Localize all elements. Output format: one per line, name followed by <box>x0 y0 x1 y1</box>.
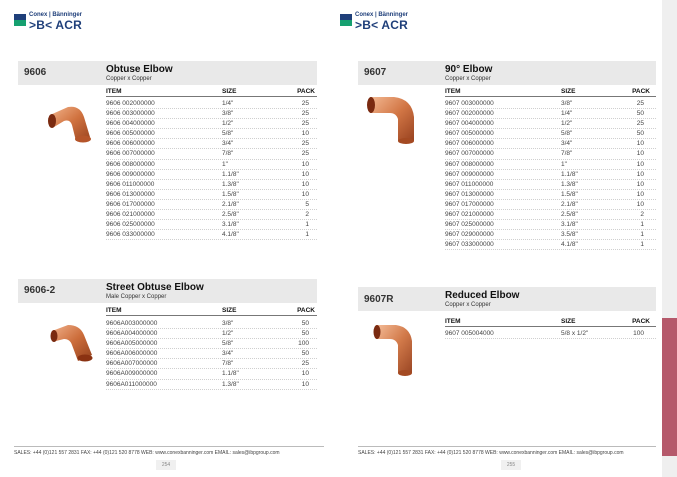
edge-tab-bottom <box>662 456 677 477</box>
section-9606-2 <box>18 279 317 409</box>
copper-reduced-elbow-image <box>370 321 416 382</box>
table-row <box>445 190 656 200</box>
item-code: 9606A005000000 <box>106 340 158 348</box>
item-code: 9606A007000000 <box>106 360 158 368</box>
product-title: Reduced Elbow <box>445 290 520 301</box>
item-size: 1.1/8" <box>561 170 578 178</box>
product-code: 9606-2 <box>24 285 56 296</box>
item-code: 9607 029000000 <box>445 231 494 239</box>
item-pack: 1 <box>305 231 309 239</box>
item-code: 9607 011000000 <box>445 180 494 188</box>
item-pack: 10 <box>636 140 644 148</box>
item-code: 9606A011000000 <box>106 380 157 388</box>
brand-line2: >B< ACR <box>355 18 408 32</box>
item-size: 5/8" <box>561 130 573 138</box>
item-pack: 25 <box>636 100 644 107</box>
item-code: 9607 008000000 <box>445 160 494 168</box>
table-row <box>445 170 656 180</box>
brand-logo <box>14 12 82 32</box>
table-row <box>106 119 317 129</box>
product-code: 9607R <box>364 294 394 305</box>
table-row <box>106 329 317 339</box>
item-pack: 10 <box>301 190 309 198</box>
item-code: 9606A004000000 <box>106 330 158 338</box>
item-code: 9607 017000000 <box>445 200 494 208</box>
item-code: 9606 008000000 <box>106 160 155 168</box>
table-row <box>106 139 317 149</box>
item-size: 4.1/8" <box>222 231 239 239</box>
item-size: 3.5/8" <box>561 231 578 239</box>
item-pack: 10 <box>636 190 644 198</box>
item-code: 9607 013000000 <box>445 190 494 198</box>
copper-street-45-elbow-image <box>48 317 98 372</box>
table-row <box>106 99 317 109</box>
item-pack: 100 <box>298 340 309 348</box>
item-size: 1/2" <box>561 120 573 128</box>
item-pack: 10 <box>301 130 309 138</box>
item-pack: 50 <box>636 110 644 118</box>
item-pack: 25 <box>636 120 644 128</box>
section-header <box>18 279 317 303</box>
footer-divider <box>14 446 324 447</box>
item-size: 7/8" <box>222 150 234 158</box>
table-row <box>445 240 656 250</box>
item-code: 9607 033000000 <box>445 241 494 249</box>
item-pack: 25 <box>301 110 309 118</box>
item-code: 9606 033000000 <box>106 231 155 239</box>
item-pack: 10 <box>301 380 309 388</box>
col-pack: PACK <box>297 307 315 314</box>
item-size: 3/8" <box>222 110 234 118</box>
item-size: 1/4" <box>222 100 234 107</box>
item-size: 3/8" <box>222 320 234 327</box>
item-pack: 2 <box>305 211 309 219</box>
product-title: Obtuse Elbow <box>106 64 173 75</box>
product-subtitle: Copper x Copper <box>445 76 491 82</box>
item-size: 3/4" <box>561 140 573 148</box>
table-row <box>445 139 656 149</box>
column-header <box>106 307 317 316</box>
rows-9607 <box>445 99 656 250</box>
rows-9606 <box>106 99 317 240</box>
copper-45-elbow-image <box>46 97 96 150</box>
col-item: ITEM <box>106 307 122 314</box>
item-pack: 25 <box>301 120 309 128</box>
page-number: 255 <box>501 460 521 470</box>
logo-mark-icon <box>340 14 352 26</box>
item-code: 9606A006000000 <box>106 350 158 358</box>
table-row <box>106 129 317 139</box>
product-subtitle: Copper x Copper <box>106 76 152 82</box>
col-pack: PACK <box>297 88 315 95</box>
item-code: 9606A009000000 <box>106 370 158 378</box>
item-code: 9606 003000000 <box>106 110 155 118</box>
column-header <box>106 88 317 97</box>
table-row <box>445 99 656 109</box>
table-row <box>445 119 656 129</box>
item-pack: 10 <box>636 200 644 208</box>
item-pack: 25 <box>301 150 309 158</box>
col-item: ITEM <box>445 88 461 95</box>
item-pack: 1 <box>640 231 644 239</box>
product-title: 90° Elbow <box>445 64 493 75</box>
table-row <box>445 329 656 339</box>
item-pack: 1 <box>640 241 644 249</box>
item-size: 3.1/8" <box>222 221 239 229</box>
table-row <box>445 200 656 210</box>
edge-tab-top <box>662 0 677 318</box>
item-size: 1.3/8" <box>222 180 239 188</box>
item-pack: 50 <box>636 130 644 138</box>
table-row <box>445 230 656 240</box>
item-code: 9606 013000000 <box>106 190 155 198</box>
item-pack: 10 <box>636 180 644 188</box>
product-subtitle: Male Copper x Copper <box>106 294 167 300</box>
item-size: 1" <box>561 160 567 168</box>
table-row <box>106 160 317 170</box>
item-code: 9607 005000000 <box>445 130 494 138</box>
item-pack: 50 <box>301 330 309 338</box>
product-title: Street Obtuse Elbow <box>106 282 204 293</box>
item-code: 9607 005004000 <box>445 330 494 337</box>
item-code: 9607 007000000 <box>445 150 494 158</box>
item-pack: 100 <box>633 330 644 337</box>
table-row <box>106 380 317 390</box>
item-code: 9606 011000000 <box>106 180 155 188</box>
table-row <box>106 109 317 119</box>
item-size: 1.1/8" <box>222 370 239 378</box>
item-pack: 50 <box>301 350 309 358</box>
brand-logo <box>340 12 408 32</box>
table-row <box>445 160 656 170</box>
item-size: 3/4" <box>222 350 234 358</box>
table-row <box>106 359 317 369</box>
product-code: 9606 <box>24 67 47 78</box>
footer-divider <box>358 446 656 447</box>
rows-9607R <box>445 329 656 339</box>
table-row <box>106 230 317 240</box>
item-pack: 1 <box>305 221 309 229</box>
section-9606 <box>18 61 317 261</box>
item-code: 9606 021000000 <box>106 211 155 219</box>
item-size: 3/4" <box>222 140 234 148</box>
item-pack: 50 <box>301 320 309 327</box>
item-code: 9606 017000000 <box>106 200 155 208</box>
page-number: 254 <box>156 460 176 470</box>
section-header <box>358 287 656 311</box>
item-pack: 25 <box>301 140 309 148</box>
item-code: 9606 025000000 <box>106 221 155 229</box>
item-size: 5/8 x 1/2" <box>561 330 589 337</box>
col-item: ITEM <box>445 318 461 325</box>
product-subtitle: Copper x Copper <box>445 302 491 308</box>
item-size: 1.3/8" <box>222 380 239 388</box>
footer-contact: SALES: +44 (0)121 557 2831 FAX: +44 (0)121 520 8778 WEB: www.conexbanninger.com EMAIL: sales@ibpgroup.com <box>358 450 624 456</box>
item-code: 9607 009000000 <box>445 170 494 178</box>
item-pack: 25 <box>301 100 309 107</box>
item-size: 2.1/8" <box>561 200 578 208</box>
item-size: 7/8" <box>222 360 234 368</box>
col-size: SIZE <box>222 307 237 314</box>
column-header <box>445 88 656 97</box>
section-9607R <box>358 287 656 397</box>
item-size: 7/8" <box>561 150 573 158</box>
item-size: 1.1/8" <box>222 170 239 178</box>
col-item: ITEM <box>106 88 122 95</box>
item-pack: 25 <box>301 360 309 368</box>
item-size: 1.3/8" <box>561 180 578 188</box>
table-row <box>106 319 317 329</box>
table-row <box>445 210 656 220</box>
item-code: 9607 006000000 <box>445 140 494 148</box>
right-page <box>338 0 677 477</box>
item-code: 9606 007000000 <box>106 150 155 158</box>
table-row <box>106 180 317 190</box>
col-size: SIZE <box>561 318 576 325</box>
column-header <box>445 318 656 327</box>
item-pack: 10 <box>301 180 309 188</box>
table-row <box>106 149 317 159</box>
item-code: 9607 003000000 <box>445 100 494 107</box>
section-header <box>18 61 317 85</box>
product-code: 9607 <box>364 67 387 78</box>
item-size: 3/8" <box>561 100 573 107</box>
table-row <box>445 109 656 119</box>
section-header <box>358 61 656 85</box>
table-row <box>106 190 317 200</box>
section-edge-tab <box>662 318 677 456</box>
table-row <box>106 339 317 349</box>
item-code: 9607 002000000 <box>445 110 494 118</box>
item-code: 9606 004000000 <box>106 120 155 128</box>
item-code: 9607 021000000 <box>445 211 494 219</box>
item-size: 1/4" <box>561 110 573 118</box>
item-code: 9607 025000000 <box>445 221 494 229</box>
table-row <box>106 170 317 180</box>
col-size: SIZE <box>561 88 576 95</box>
item-code: 9606 005000000 <box>106 130 155 138</box>
item-pack: 1 <box>640 221 644 229</box>
table-row <box>106 369 317 379</box>
item-size: 1/2" <box>222 120 234 128</box>
logo-mark-icon <box>14 14 26 26</box>
item-pack: 10 <box>636 150 644 158</box>
col-pack: PACK <box>632 88 650 95</box>
item-pack: 10 <box>301 160 309 168</box>
item-size: 1.5/8" <box>561 190 578 198</box>
brand-line2: >B< ACR <box>29 18 82 32</box>
copper-90-elbow-image <box>364 93 420 150</box>
item-size: 1/2" <box>222 330 234 338</box>
left-page <box>0 0 338 477</box>
table-row <box>445 220 656 230</box>
table-row <box>445 180 656 190</box>
item-size: 1.5/8" <box>222 190 239 198</box>
footer-contact: SALES: +44 (0)121 557 2831 FAX: +44 (0)121 520 8778 WEB: www.conexbanninger.com EMAIL: sales@ibpgroup.com <box>14 450 280 456</box>
col-size: SIZE <box>222 88 237 95</box>
item-pack: 10 <box>301 370 309 378</box>
item-code: 9606A003000000 <box>106 320 158 327</box>
item-code: 9607 004000000 <box>445 120 494 128</box>
table-row <box>445 129 656 139</box>
item-pack: 2 <box>640 211 644 219</box>
brand-line1: Conex | Bänninger <box>29 12 83 18</box>
item-pack: 10 <box>636 170 644 178</box>
table-row <box>106 200 317 210</box>
item-size: 1" <box>222 160 228 168</box>
section-9607 <box>358 61 656 276</box>
item-code: 9606 006000000 <box>106 140 155 148</box>
item-pack: 5 <box>305 200 309 208</box>
item-size: 2.1/8" <box>222 200 239 208</box>
table-row <box>106 210 317 220</box>
item-size: 5/8" <box>222 340 234 348</box>
col-pack: PACK <box>632 318 650 325</box>
item-size: 5/8" <box>222 130 234 138</box>
item-size: 3.1/8" <box>561 221 578 229</box>
item-size: 4.1/8" <box>561 241 578 249</box>
rows-9606-2 <box>106 319 317 390</box>
item-code: 9606 002000000 <box>106 100 155 107</box>
brand-line1: Conex | Bänninger <box>355 12 409 18</box>
item-size: 2.5/8" <box>222 211 239 219</box>
item-code: 9606 009000000 <box>106 170 155 178</box>
table-row <box>106 349 317 359</box>
item-pack: 10 <box>636 160 644 168</box>
table-row <box>445 149 656 159</box>
item-size: 2.5/8" <box>561 211 578 219</box>
table-row <box>106 220 317 230</box>
item-pack: 10 <box>301 170 309 178</box>
